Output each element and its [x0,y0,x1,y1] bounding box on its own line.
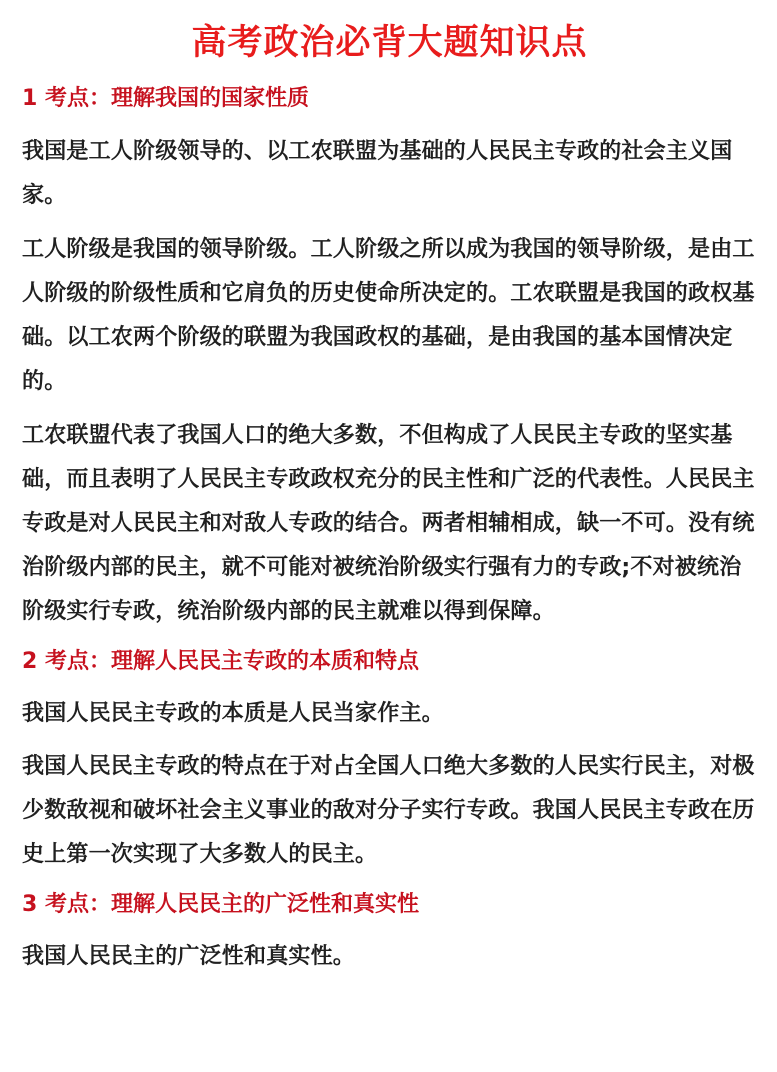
paragraph: 工农联盟代表了我国人口的绝大多数，不但构成了人民民主专政的坚实基础，而且表明了人民民主专政政权充分的民主性和广泛的代表性。人民民主专政是对人民民主和对敌人专政的结合。两者相辅相成，缺一不可。没有统治阶级内部的民主，就不可能对被统治阶级实行强有力的专政;不对被统治阶级实行专政，统治阶级内部的民主就难以得到保障。 [22,423,755,624]
section-heading: 2 考点：理解人民民主专政的本质和特点 [22,649,419,674]
section-1 [22,81,757,634]
page-title: 高考政治必背大题知识点 [191,23,588,63]
section-3 [22,887,757,979]
section-heading: 3 考点：理解人民民主的广泛性和真实性 [22,892,419,917]
paragraph: 我国人民民主的广泛性和真实性。 [22,944,356,969]
paragraph: 我国是工人阶级领导的、以工农联盟为基础的人民民主专政的社会主义国家。 [22,139,733,208]
paragraph: 我国人民民主专政的本质是人民当家作主。 [22,701,444,726]
section-2 [22,644,757,877]
paragraph: 工人阶级是我国的领导阶级。工人阶级之所以成为我国的领导阶级，是由工人阶级的阶级性质和它肩负的历史使命所决定的。工农联盟是我国的政权基础。以工农两个阶级的联盟为我国政权的基础，是由我国的基本国情决定的。 [22,237,755,394]
section-heading: 1 考点：理解我国的国家性质 [22,86,309,111]
paragraph: 我国人民民主专政的特点在于对占全国人口绝大多数的人民实行民主，对极少数敌视和破坏社会主义事业的敌对分子实行专政。我国人民民主专政在历史上第一次实现了大多数人的民主。 [22,754,755,867]
